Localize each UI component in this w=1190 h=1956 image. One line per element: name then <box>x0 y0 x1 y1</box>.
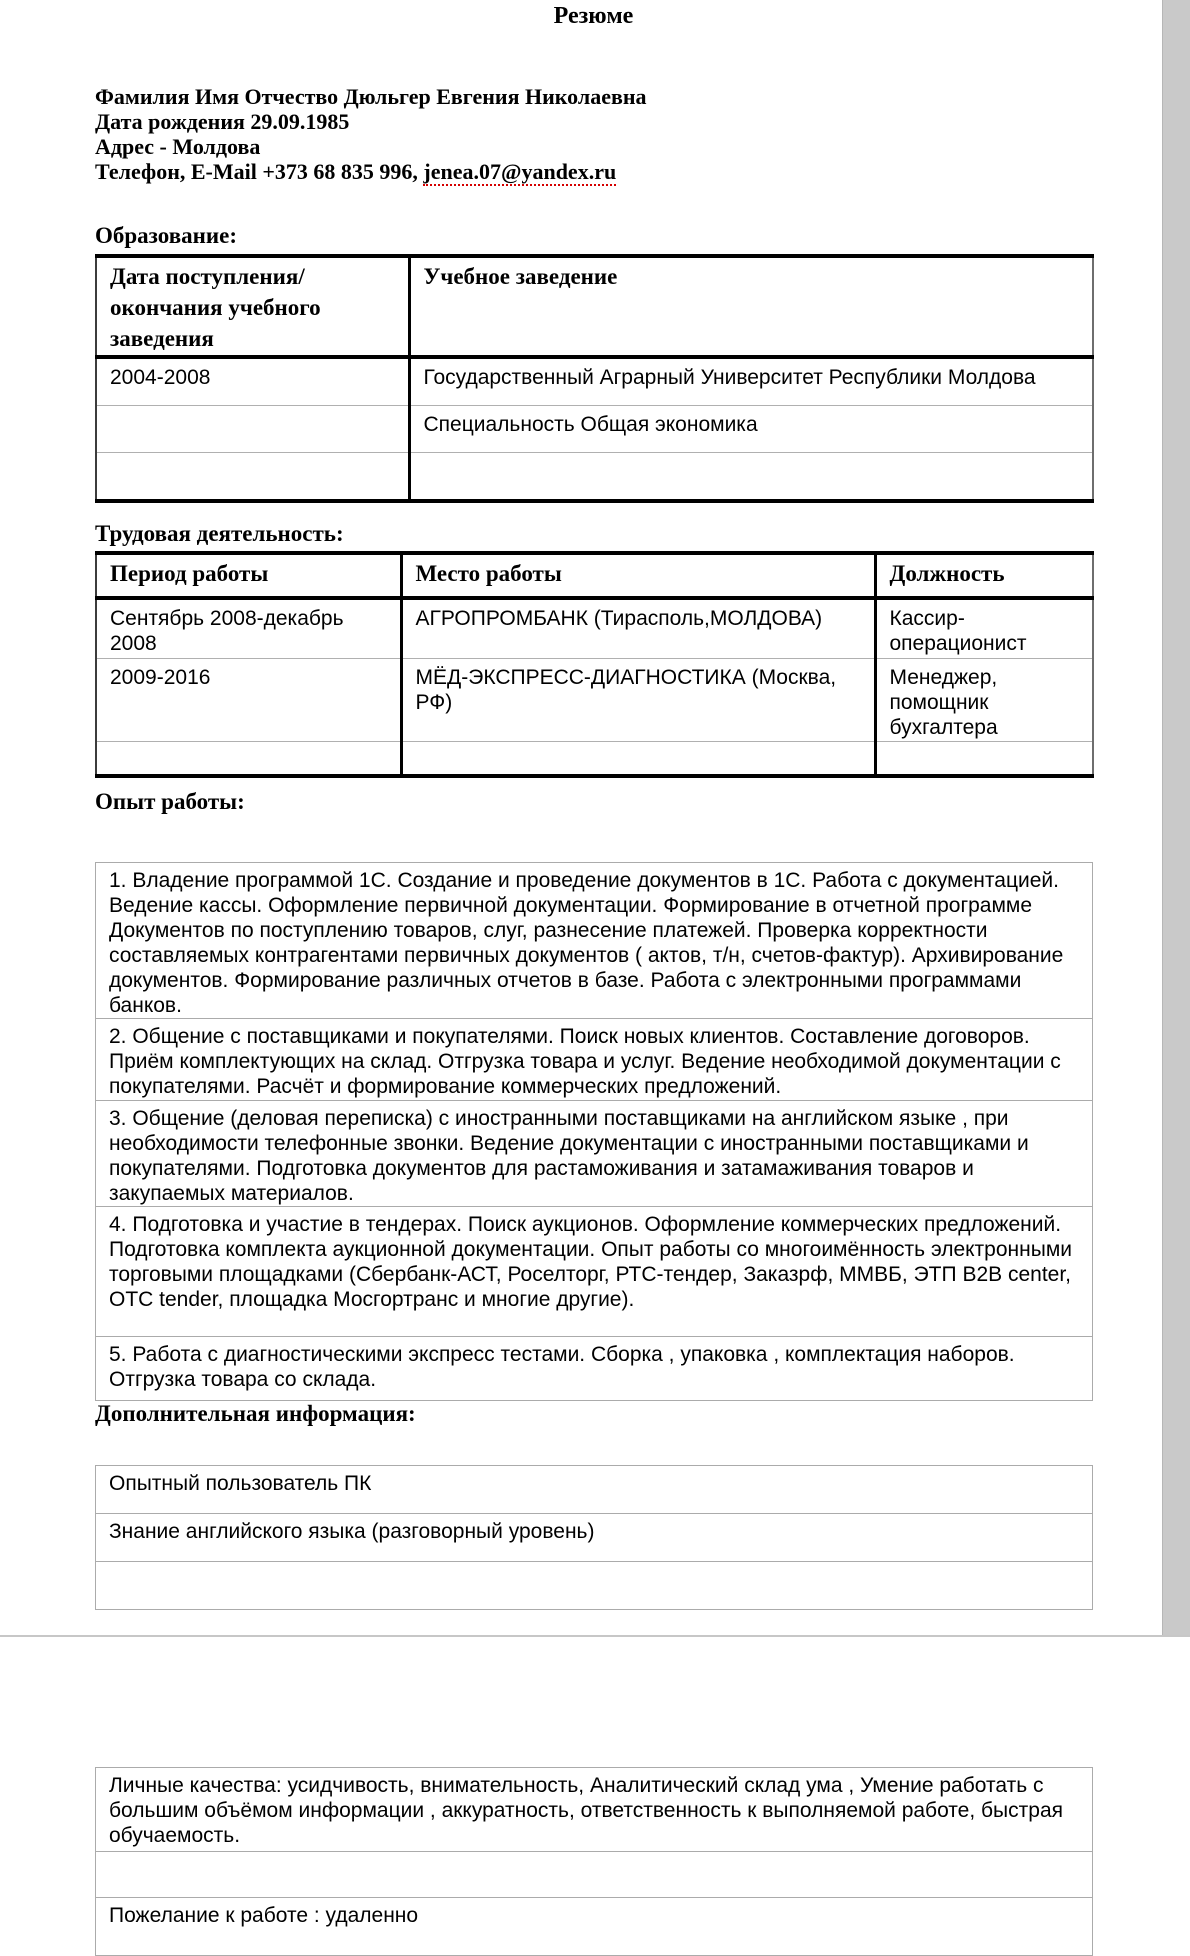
table-row <box>96 406 1093 453</box>
work-header-row <box>96 553 1093 598</box>
table-cell: Специальность Общая экономика <box>409 406 1093 453</box>
table-cell <box>875 742 1093 777</box>
table-cell <box>96 742 401 777</box>
personal-info-block <box>95 84 1092 184</box>
experience-table <box>95 862 1093 1401</box>
experience-item: 5. Работа с диагностическими экспресс тестами. Сборка , упаковка , комплектация наборов. Отгрузка товара со склада. <box>96 1337 1093 1401</box>
work-col-header-place: Место работы <box>401 553 875 598</box>
table-cell: 2004-2008 <box>110 366 211 389</box>
additional-info-heading: Дополнительная информация: <box>95 1401 416 1426</box>
education-heading: Образование: <box>95 223 238 248</box>
address-line: Адрес - Молдова <box>95 134 261 159</box>
table-row <box>96 598 1093 659</box>
table-cell <box>409 453 1093 502</box>
education-header-row <box>96 256 1093 357</box>
experience-item: 4. Подготовка и участие в тендерах. Поиск аукционов. Оформление коммерческих предложений. Подготовка комплекта аукционной документации. Опыт работы со многоимённость электронными торговыми площадками (Сбербанк-АСТ, Роселторг, РТС-тендер, Заказрф, ММВБ, ЭТП B2B center, OTC tender, площадка Мосгортранс и многие другие). <box>96 1207 1093 1337</box>
table-cell <box>96 453 409 502</box>
table-cell: МЁД-ЭКСПРЕСС-ДИАГНОСТИКА (Москва, РФ) <box>401 659 875 742</box>
list-item <box>96 1019 1093 1101</box>
experience-heading: Опыт работы: <box>95 789 245 814</box>
additional-info-table <box>95 1465 1093 1610</box>
personal-qualities-table <box>95 1767 1093 1956</box>
table-row <box>96 1562 1093 1610</box>
list-item <box>96 1337 1093 1401</box>
table-cell: Опытный пользователь ПК <box>109 1472 372 1495</box>
table-cell: Менеджер, помощник бухгалтера <box>875 659 1093 742</box>
work-col-header-position: Должность <box>875 553 1093 598</box>
table-row <box>96 742 1093 777</box>
page-break-divider <box>0 1635 1190 1637</box>
personal-qualities-cell: Личные качества: усидчивость, внимательность, Аналитический склад ума , Умение работать с большим объёмом информации , аккуратность, ответственность к выполняемой работе, быстрая обучаемость. <box>109 1774 1063 1847</box>
birth-date-line: Дата рождения 29.09.1985 <box>95 109 350 134</box>
education-col-header-institution: Учебное заведение <box>409 256 1093 357</box>
experience-item: 3. Общение (деловая переписка) с иностранными поставщиками на английском языке , при необходимости телефонные звонки. Ведение документации с иностранными поставщиками и покупателями. Подготовка документов для растаможивания и затамаживания товаров и закупаемых материалов. <box>96 1101 1093 1207</box>
table-row <box>96 1852 1093 1898</box>
education-col-header-dates: Дата поступления/ окончания учебного заведения <box>96 256 409 357</box>
table-cell: Кассир-операционист <box>875 598 1093 659</box>
job-preference-cell: Пожелание к работе : удаленно <box>96 1898 1093 1956</box>
table-row <box>96 659 1093 742</box>
work-history-heading: Трудовая деятельность: <box>95 521 344 546</box>
table-cell <box>96 1852 1093 1898</box>
list-item <box>96 1101 1093 1207</box>
document-title: Резюме <box>553 3 634 29</box>
page-edge-strip <box>1162 0 1190 1636</box>
table-row <box>96 1898 1093 1956</box>
table-row <box>96 453 1093 502</box>
email-link[interactable]: jenea.07@yandex.ru <box>423 159 617 184</box>
table-row <box>96 1514 1093 1562</box>
table-cell: Сентябрь 2008-декабрь 2008 <box>110 607 344 655</box>
table-row <box>96 1466 1093 1514</box>
table-cell: 2009-2016 <box>96 659 401 742</box>
full-name-line: Фамилия Имя Отчество Дюльгер Евгения Николаевна <box>95 84 647 109</box>
work-col-header-period: Период работы <box>96 553 401 598</box>
table-cell <box>96 406 409 453</box>
table-cell: АГРОПРОМБАНК (Тирасполь,МОЛДОВА) <box>401 598 875 659</box>
table-cell <box>96 1562 1093 1610</box>
table-cell: Государственный Аграрный Университет Республики Молдова <box>409 357 1093 406</box>
list-item <box>96 863 1093 1019</box>
list-item <box>96 1207 1093 1337</box>
contact-line <box>95 159 1092 184</box>
table-row <box>96 1768 1093 1852</box>
education-table <box>95 254 1094 503</box>
table-row <box>96 357 1093 406</box>
contact-prefix: Телефон, E-Mail +373 68 835 996, <box>95 159 424 184</box>
table-cell: Знание английского языка (разговорный уровень) <box>96 1514 1093 1562</box>
experience-item: 1. Владение программой 1С. Создание и проведение документов в 1С. Работа с документацией. Ведение кассы. Оформление первичной документации. Формирование в отчетной программе Документов по поступлению товаров, слуг, разнесение платежей. Проверка корректности составляемых контрагентами первичных документов ( актов, т/н, счетов-фактур). Архивирование документов. Формирование различных отчетов в базе. Работа с электронными программами банков. <box>109 869 1064 1017</box>
experience-item: 2. Общение с поставщиками и покупателями. Поиск новых клиентов. Составление договоров. Приём комплектующих на склад. Отгрузка товара и услуг. Ведение необходимой документации с покупателями. Расчёт и формирование коммерческих предложений. <box>96 1019 1093 1101</box>
table-cell <box>401 742 875 777</box>
work-history-table <box>95 551 1094 778</box>
